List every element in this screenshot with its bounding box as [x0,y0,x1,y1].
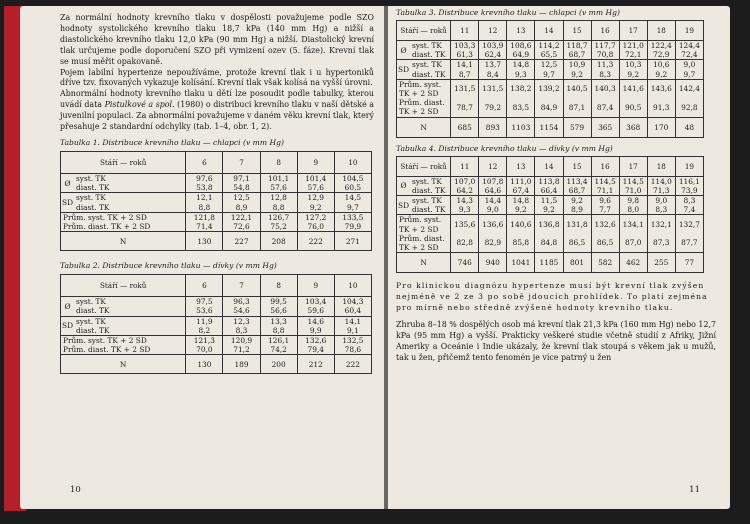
table-3-block [396,8,716,138]
value-cell: 579 [563,117,591,137]
value-cell: 122,4 72,9 [647,41,675,60]
value-cell: 685 [451,117,479,137]
age-cell: 6 [186,151,223,173]
value-cell: 97,1 54,8 [223,173,260,192]
age-cell: 18 [647,156,675,176]
age-cell: 11 [451,21,479,41]
value-cell: 111,0 67,4 [507,176,535,195]
n-row [61,355,372,374]
age-cell: 16 [591,156,619,176]
mean-symbol-cell: Ø [61,173,75,192]
value-cell: 893 [479,117,507,137]
value-cell: 136,8 84,8 [535,215,563,253]
mean-symbol-cell: Ø [397,176,411,195]
age-cell: 15 [563,156,591,176]
value-cell: 12,3 8,3 [223,316,260,335]
value-cell: 114,0 71,3 [647,176,675,195]
value-cell: 200 [260,355,297,374]
row-label-cell: syst. TK diast. TK [410,41,451,60]
value-cell: 212 [297,355,334,374]
value-cell: 140,6 85,8 [507,215,535,253]
value-cell: 14,1 9,1 [334,316,371,335]
value-cell: 108,6 64,9 [507,41,535,60]
plus-2sd-row [61,336,372,355]
value-cell: 101,1 57,6 [260,173,297,192]
value-cell: 140,3 87,4 [591,79,619,117]
n-label-cell: N [397,253,451,273]
value-cell: 139,2 84,9 [535,79,563,117]
row-label-cell: Prům. syst. TK + 2 SD Prům. diast. TK + 2 SD [61,212,186,231]
value-cell: 131,8 86,5 [563,215,591,253]
value-cell: 462 [619,253,647,273]
value-cell: 12,5 9,7 [535,60,563,79]
left-paragraph-1: Za normální hodnoty krevního tlaku v dospělosti považujeme podle SZO hodnoty systolického krevního tlaku 18,7 kPa (140 mm Hg) a nižší a diastolického krevního tlaku 12,0 kPa (90 mm Hg) a nižší. Diastolický krevní tlak určujeme podle doporučení SZO při vymizení ozev (5. fáze). Krevní tlak se musí měřit opakovaně. [60,13,374,66]
row-label-cell: Prům. syst. TK + 2 SD Prům. diast. TK + 2 SD [61,336,186,355]
value-cell: 271 [334,232,371,251]
value-cell: 124,4 72,4 [675,41,703,60]
value-cell: 255 [647,253,675,273]
age-cell: 11 [451,156,479,176]
value-cell: 133,5 79,9 [334,212,371,231]
value-cell: 117,7 70,8 [591,41,619,60]
n-row [397,117,704,137]
mean-row [61,297,372,316]
age-cell: 7 [223,151,260,173]
sd-row [61,193,372,212]
value-cell: 134,1 87,0 [619,215,647,253]
row-label-cell: syst. TK diast. TK [410,196,451,215]
value-cell: 1041 [507,253,535,273]
age-cell: 12 [479,21,507,41]
header-row [397,21,704,41]
value-cell: 131,5 78,7 [451,79,479,117]
value-cell: 940 [479,253,507,273]
value-cell: 14,5 9,7 [334,193,371,212]
page-number-left: 10 [70,485,81,495]
value-cell: 9,0 9,7 [675,60,703,79]
right-page [388,6,730,509]
value-cell: 130 [186,232,223,251]
value-cell: 140,5 87,1 [563,79,591,117]
value-cell: 121,8 71,4 [186,212,223,231]
n-label-cell: N [61,355,186,374]
age-cell: 18 [647,21,675,41]
value-cell: 14,3 9,3 [451,196,479,215]
plus-2sd-row [397,79,704,117]
left-paragraph-2: Pojem labilní hypertenze nepoužíváme, protože krevní tlak i u hypertoniků dříve tzv. fixovaných vykazuje kolísání. Krevní tlak však kolísá na vyšší úrovni. [60,67,374,88]
mean-row [397,176,704,195]
age-header-cell: Stáří — roků [397,156,451,176]
table-2 [60,274,372,374]
value-cell: 103,4 59,6 [297,297,334,316]
value-cell: 13,7 8,4 [479,60,507,79]
value-cell: 132,1 87,3 [647,215,675,253]
value-cell: 141,6 90,5 [619,79,647,117]
age-cell: 9 [297,275,334,297]
row-label-cell: syst. TK diast. TK [74,193,186,212]
sd-symbol-cell: SD [397,60,411,79]
value-cell: 9,2 8,9 [563,196,591,215]
sd-symbol-cell: SD [397,196,411,215]
sd-row [397,196,704,215]
value-cell: 582 [591,253,619,273]
value-cell: 14,4 9,0 [479,196,507,215]
table-2-block [60,261,374,374]
left-paragraph-3: Abnormální hodnoty krevního tlaku u dětí lze posoudit podle tabulky, kterou uvádí data Pistulkové a spol. (1980) o distribuci krevního tlaku v naší dětské a juvenilní populaci. Za abnormální považujeme v daném věku krevní tlak, který přesahuje 2 standardní odchylky (tab. 1–4, obr. 1, 2). [60,89,375,132]
value-cell: 138,2 83,5 [507,79,535,117]
value-cell: 10,6 9,2 [647,60,675,79]
age-cell: 9 [297,151,334,173]
value-cell: 113,4 68,7 [563,176,591,195]
row-label-cell: syst. TK diast. TK [74,173,186,192]
row-label-cell: syst. TK diast. TK [74,297,186,316]
age-cell: 13 [507,21,535,41]
value-cell: 222 [334,355,371,374]
row-label-cell: Prům. syst. TK + 2 SD Prům. diast. TK + 2 SD [397,215,451,253]
value-cell: 14,1 8,7 [451,60,479,79]
age-cell: 10 [334,151,371,173]
age-cell: 16 [591,21,619,41]
value-cell: 127,2 76,0 [297,212,334,231]
age-header-cell: Stáří — roků [397,21,451,41]
age-header-cell: Stáří — roků [61,151,186,173]
value-cell: 1185 [535,253,563,273]
sd-row [397,60,704,79]
age-cell: 14 [535,21,563,41]
value-cell: 132,6 86,5 [591,215,619,253]
value-cell: 126,7 75,2 [260,212,297,231]
header-row [397,156,704,176]
value-cell: 120,9 71,2 [223,336,260,355]
value-cell: 14,8 9,3 [507,60,535,79]
value-cell: 170 [647,117,675,137]
table-3 [396,20,704,138]
row-label-cell: syst. TK diast. TK [410,176,451,195]
age-cell: 7 [223,275,260,297]
value-cell: 131,5 79,2 [479,79,507,117]
value-cell: 103,9 62,4 [479,41,507,60]
age-cell: 8 [260,275,297,297]
age-cell: 13 [507,156,535,176]
value-cell: 130 [186,355,223,374]
value-cell: 11,3 8,3 [591,60,619,79]
age-cell: 8 [260,151,297,173]
n-row [397,253,704,273]
value-cell: 14,6 9,9 [297,316,334,335]
value-cell: 116,1 73,9 [675,176,703,195]
value-cell: 99,5 56,6 [260,297,297,316]
n-label-cell: N [61,232,186,251]
value-cell: 142,4 92,8 [675,79,703,117]
row-label-cell: syst. TK diast. TK [74,316,186,335]
value-cell: 121,0 72,1 [619,41,647,60]
value-cell: 10,3 9,2 [619,60,647,79]
value-cell: 13,3 8,8 [260,316,297,335]
value-cell: 101,4 57,6 [297,173,334,192]
age-cell: 17 [619,21,647,41]
row-label-cell: Prům. syst. TK + 2 SD Prům. diast. TK + 2 SD [397,79,451,117]
mean-symbol-cell: Ø [61,297,75,316]
plus-2sd-row [397,215,704,253]
table-1 [60,151,372,251]
sd-symbol-cell: SD [61,316,75,335]
value-cell: 114,5 71,0 [619,176,647,195]
value-cell: 9,8 8,0 [619,196,647,215]
value-cell: 132,7 87,7 [675,215,703,253]
value-cell: 222 [297,232,334,251]
value-cell: 227 [223,232,260,251]
left-page [20,6,386,509]
value-cell: 97,5 53,6 [186,297,223,316]
value-cell: 208 [260,232,297,251]
value-cell: 114,2 65,5 [535,41,563,60]
value-cell: 96,3 54,6 [223,297,260,316]
value-cell: 77 [675,253,703,273]
value-cell: 48 [675,117,703,137]
n-row [61,232,372,251]
right-paragraph-1: Pro klinickou diagnózu hypertenze musí být krevní tlak zvýšen nejméně ve 2 ze 3 po sobě jdoucích prohlídek. To platí zejména pro mírně nebo středně zvýšené hodnoty krevního tlaku. [396,281,708,313]
value-cell: 143,6 91,3 [647,79,675,117]
value-cell: 114,5 71,1 [591,176,619,195]
value-cell: 135,6 82,8 [451,215,479,253]
value-cell: 8,3 7,4 [675,196,703,215]
header-row [61,151,372,173]
value-cell: 113,8 66,4 [535,176,563,195]
value-cell: 121,3 70,0 [186,336,223,355]
value-cell: 1154 [535,117,563,137]
age-header-cell: Stáří — roků [61,275,186,297]
mean-row [397,41,704,60]
value-cell: 132,5 78,6 [334,336,371,355]
value-cell: 107,8 64,6 [479,176,507,195]
table-4-block [396,144,716,274]
value-cell: 1103 [507,117,535,137]
table-2-caption: Tabulka 2. Distribuce krevního tlaku — dívky (v mm Hg) [60,261,277,271]
value-cell: 11,9 8,2 [186,316,223,335]
table-3-caption: Tabulka 3. Distribuce krevního tlaku — chlapci (v mm Hg) [396,8,620,17]
value-cell: 103,3 61,3 [451,41,479,60]
value-cell: 107,0 64,2 [451,176,479,195]
value-cell: 122,1 72,6 [223,212,260,231]
age-cell: 12 [479,156,507,176]
value-cell: 9,0 8,3 [647,196,675,215]
value-cell: 104,3 60,4 [334,297,371,316]
sd-row [61,316,372,335]
value-cell: 12,9 9,2 [297,193,334,212]
mean-row [61,173,372,192]
value-cell: 118,7 68,7 [563,41,591,60]
value-cell: 11,5 9,2 [535,196,563,215]
table-4 [396,156,704,274]
value-cell: 368 [619,117,647,137]
value-cell: 801 [563,253,591,273]
header-row [61,275,372,297]
row-label-cell: syst. TK diast. TK [410,60,451,79]
value-cell: 12,5 8,9 [223,193,260,212]
value-cell: 132,6 79,4 [297,336,334,355]
value-cell: 9,6 7,7 [591,196,619,215]
age-cell: 15 [563,21,591,41]
value-cell: 104,5 60,5 [334,173,371,192]
mean-symbol-cell: Ø [397,41,411,60]
right-paragraph-2: Zhruba 8–18 % dospělých osob má krevní tlak 21,3 kPa (160 mm Hg) nebo 12,7 kPa (95 mm Hg) a vyšší. Prakticky veškeré studie včetně studií z Afriky, Jižní Ameriky a Oceánie i Indie ukázaly, že krevní tlak stoupá s věkem jak u mužů, tak u žen, přičemž tento fenomén je více patrný u žen [396,319,716,362]
value-cell: 746 [451,253,479,273]
value-cell: 14,8 9,2 [507,196,535,215]
age-cell: 19 [675,156,703,176]
age-cell: 10 [334,275,371,297]
age-cell: 17 [619,156,647,176]
value-cell: 189 [223,355,260,374]
table-1-caption: Tabulka 1. Distribuce krevního tlaku — chlapci (v mm Hg) [60,137,284,147]
value-cell: 136,6 82,9 [479,215,507,253]
age-cell: 14 [535,156,563,176]
table-4-caption: Tabulka 4. Distribuce krevního tlaku — dívky (v mm Hg) [396,143,613,153]
page-number-right: 11 [689,485,700,495]
value-cell: 365 [591,117,619,137]
sd-symbol-cell: SD [61,193,75,212]
value-cell: 12,1 8,8 [186,193,223,212]
table-1-block [60,138,374,251]
value-cell: 97,6 53,8 [186,173,223,192]
value-cell: 12,8 8,8 [260,193,297,212]
value-cell: 10,9 9,2 [563,60,591,79]
n-label-cell: N [397,117,451,137]
age-cell: 19 [675,21,703,41]
age-cell: 6 [186,275,223,297]
plus-2sd-row [61,212,372,231]
value-cell: 126,1 74,2 [260,336,297,355]
